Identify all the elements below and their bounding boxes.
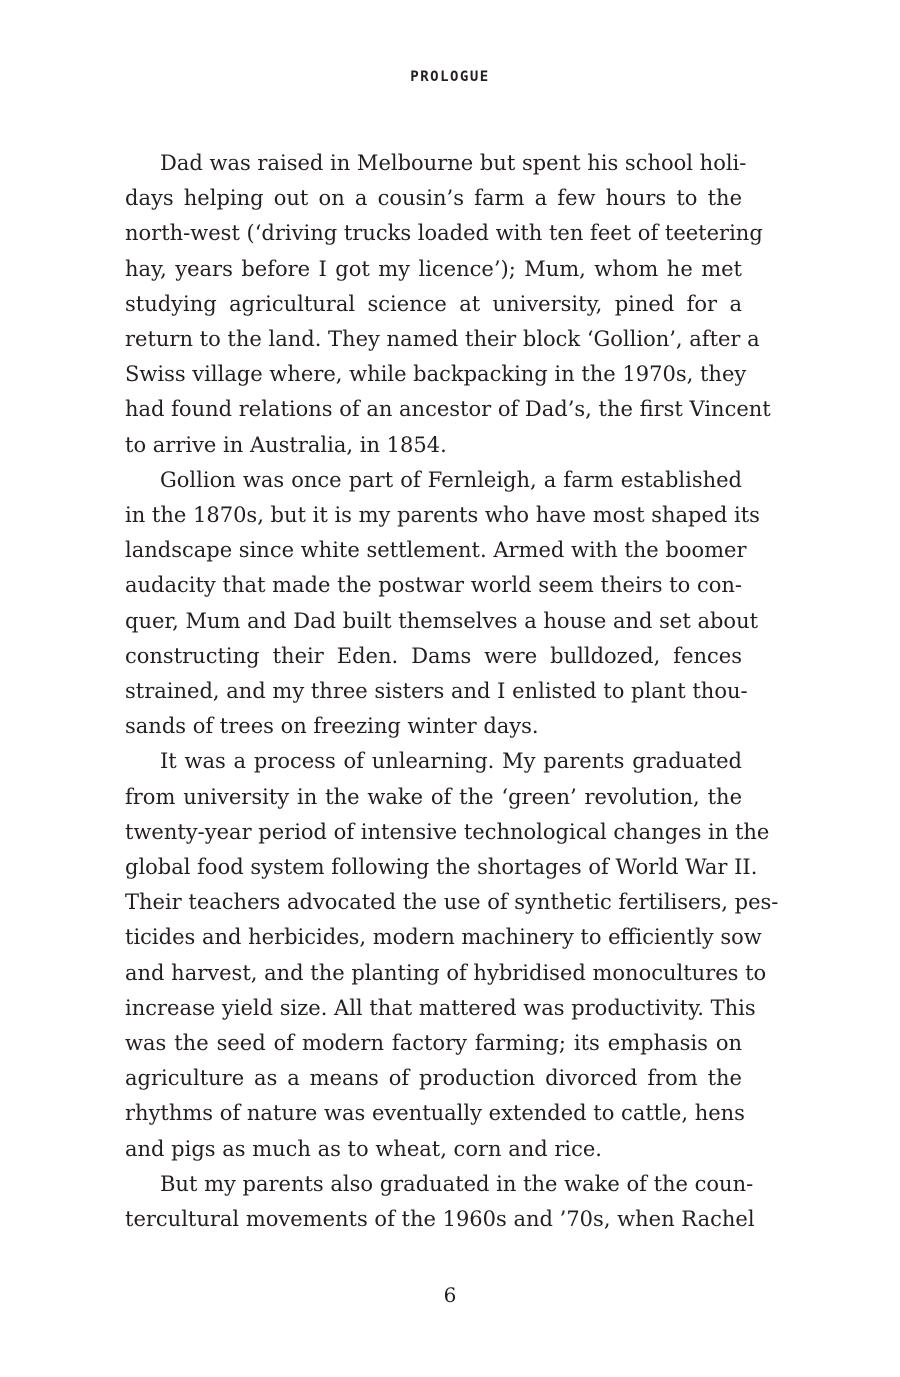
text-line: tercultural movements of the 1960s and ’70s, when Rachel — [125, 1207, 755, 1232]
text-line: strained, and my three sisters and I enlisted to plant thou- — [125, 679, 748, 704]
text-line: days helping out on a cousin’s farm a few hours to the — [125, 186, 742, 211]
text-line: north-west (‘driving trucks loaded with ten feet of teetering — [125, 221, 763, 246]
text-line: audacity that made the postwar world seem theirs to con- — [125, 573, 742, 598]
text-line: Gollion was once part of Fernleigh, a farm established — [160, 467, 742, 492]
paragraph-1 — [125, 146, 771, 463]
text-line: sands of trees on freezing winter days. — [125, 714, 539, 739]
text-line: agriculture as a means of production divorced from the — [125, 1066, 742, 1091]
text-line: constructing their Eden. Dams were bulldozed, fences — [125, 643, 742, 668]
text-line: Their teachers advocated the use of synthetic fertilisers, pes- — [125, 890, 779, 915]
text-line: return to the land. They named their block ‘Gollion’, after a — [125, 327, 760, 352]
text-line: to arrive in Australia, in 1854. — [125, 432, 447, 457]
text-line: studying agricultural science at university, pined for a — [125, 291, 742, 316]
text-line: Swiss village where, while backpacking in the 1970s, they — [125, 362, 747, 387]
page-number: 6 — [443, 1283, 457, 1307]
text-line: global food system following the shortages of World War II. — [125, 855, 758, 880]
paragraph-2 — [125, 463, 760, 745]
paragraph-3 — [125, 744, 779, 1166]
paragraph-4 — [125, 1167, 755, 1237]
text-line: But my parents also graduated in the wake of the coun- — [160, 1171, 754, 1196]
text-line: and pigs as much as to wheat, corn and rice. — [125, 1136, 602, 1161]
text-line: from university in the wake of the ‘green’ revolution, the — [125, 784, 742, 809]
text-line: and harvest, and the planting of hybridised monocultures to — [125, 960, 767, 985]
text-line: had found relations of an ancestor of Dad’s, the first Vincent — [125, 397, 771, 422]
running-head: PROLOGUE — [410, 69, 490, 85]
text-line: in the 1870s, but it is my parents who have most shaped its — [125, 503, 760, 528]
text-line: quer, Mum and Dad built themselves a house and set about — [125, 608, 759, 633]
text-line: Dad was raised in Melbourne but spent his school holi- — [160, 151, 747, 175]
text-line: twenty-year period of intensive technological changes in the — [125, 819, 770, 844]
text-line: rhythms of nature was eventually extended to cattle, hens — [125, 1101, 745, 1126]
text-line: increase yield size. All that mattered was productivity. This — [125, 995, 756, 1020]
text-line: It was a process of unlearning. My parents graduated — [160, 749, 742, 774]
text-line: was the seed of modern factory farming; its emphasis on — [125, 1031, 742, 1056]
body-text — [125, 146, 779, 1237]
text-line: ticides and herbicides, modern machinery to efficiently sow — [125, 925, 762, 950]
text-line: landscape since white settlement. Armed with the boomer — [125, 538, 747, 563]
text-line: hay, years before I got my licence’); Mum, whom he met — [125, 256, 742, 281]
